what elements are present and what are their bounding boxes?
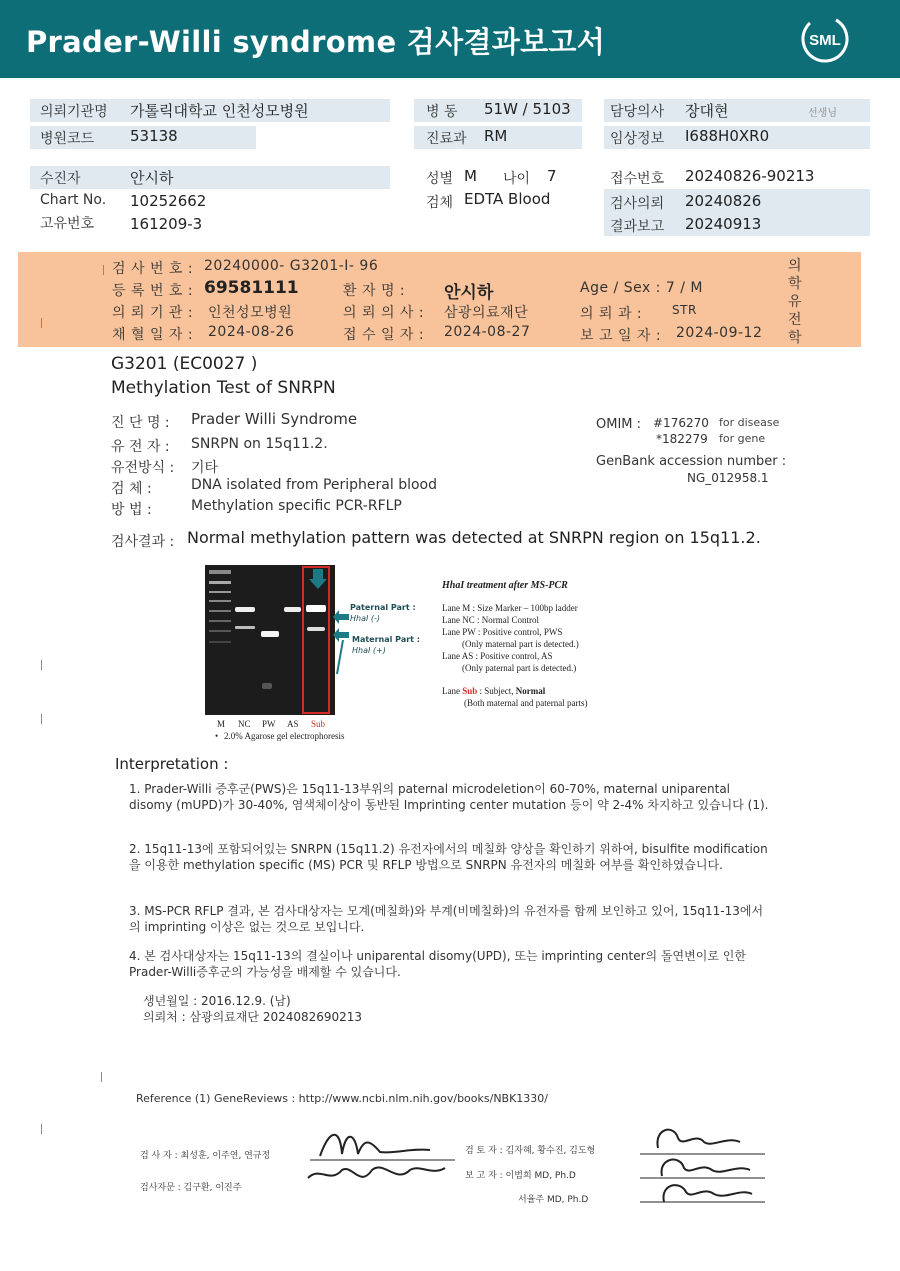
inheritance-value: 기타 xyxy=(191,460,219,476)
req-doc-label: 의 뢰 의 사 : xyxy=(343,305,425,321)
age-value: 7 xyxy=(547,167,557,185)
patient-name-label: 환 자 명 : xyxy=(343,283,406,299)
lane-label: M xyxy=(217,719,226,729)
test-no-label: 검 사 번 호 : xyxy=(112,261,194,277)
sub-prefix: Lane xyxy=(442,686,460,696)
interpretation-title: Interpretation : xyxy=(115,755,229,773)
inheritance-label: 유전방식 : xyxy=(111,460,175,476)
side-char: 전 xyxy=(788,312,802,328)
legend-subject-note: (Both maternal and paternal parts) xyxy=(464,698,588,708)
doctor-value: 장대현 xyxy=(685,102,729,120)
gel-caption: 2.0% Agarose gel electrophoresis xyxy=(224,731,345,741)
sub-text: : Subject, xyxy=(479,686,514,696)
omim-gene-id: *182279 xyxy=(656,432,708,446)
scan-mark xyxy=(41,318,42,328)
scan-mark xyxy=(101,1072,102,1082)
legend-line: (Only paternal part is detected.) xyxy=(462,663,577,673)
scan-mark xyxy=(41,1124,42,1134)
patient-row-bg xyxy=(30,166,390,189)
examiner-signature xyxy=(300,1118,460,1193)
paternal-label: Paternal Part : xyxy=(350,603,416,612)
gel-image xyxy=(205,565,335,715)
omim-gene-note: for gene xyxy=(719,432,766,445)
req-doc-value: 삼광의료재단 xyxy=(444,305,529,321)
inst-value: 인천성모병원 xyxy=(208,305,293,321)
legend-line: Lane PW : Positive control, PWS xyxy=(442,627,563,637)
test-code: G3201 (EC0027 ) xyxy=(111,354,258,374)
ward-label: 병 동 xyxy=(426,104,458,120)
sub-normal: Normal xyxy=(515,686,546,696)
interpretation-item-4: 4. 본 검사대상자는 15q11-13의 결실이나 uniparental disomy(UPD), 또는 imprinting center의 돌연변이로 인한 Prader-Willi증후군의 가능성을 배제할 수 있습니다. xyxy=(129,949,746,979)
birth-date: 생년월일 : 2016.12.9. (남) xyxy=(143,994,291,1008)
request-value: 20240826 xyxy=(685,192,762,210)
uid-value: 161209-3 xyxy=(130,215,203,233)
dept-value-orange: STR xyxy=(672,303,697,317)
lane-label: NC xyxy=(238,719,251,729)
receipt-label: 접수번호 xyxy=(610,171,665,187)
lane-label-subject: Sub xyxy=(311,719,326,729)
dept-label: 진료과 xyxy=(426,131,467,147)
paternal-enzyme: HhaI (-) xyxy=(350,614,381,623)
receive-value: 2024-08-27 xyxy=(444,324,531,340)
receipt-value: 20240826-90213 xyxy=(685,167,815,185)
scan-mark xyxy=(41,714,42,724)
report-value: 20240913 xyxy=(685,215,762,233)
dept-label-orange: 의 뢰 과 : xyxy=(580,306,643,322)
advisors: 검사자문 : 김구환, 이진주 xyxy=(140,1183,242,1193)
reporter-2: 서율주 MD, Ph.D xyxy=(518,1195,589,1205)
gene-label: 유 전 자 : xyxy=(111,439,170,455)
patient-name-value: 안시하 xyxy=(444,283,494,303)
ward-value: 51W / 5103 xyxy=(484,100,571,118)
inst-label: 의 뢰 기 관 : xyxy=(112,305,194,321)
specimen-value: EDTA Blood xyxy=(464,190,551,208)
side-char: 학 xyxy=(788,276,802,292)
interpretation-item-3: 3. MS-PCR RFLP 결과, 본 검사대상자는 모계(메칠화)와 부계(비메칠화)의 유전자를 함께 보인하고 있어, 15q11-13에서의 imprinting 이상은 없는 것으로 보입니다. xyxy=(129,904,764,934)
side-char: 유 xyxy=(788,294,802,310)
report-title: Prader-Willi syndrome 검사결과보고서 xyxy=(26,25,606,59)
omim-disease-note: for disease xyxy=(719,416,780,429)
age-label: 나이 xyxy=(503,171,531,187)
sml-logo xyxy=(800,14,850,64)
collect-value: 2024-08-26 xyxy=(208,324,295,340)
specimen-label: 검체 xyxy=(426,195,454,211)
uid-label: 고유번호 xyxy=(40,216,95,232)
legend-line: Lane NC : Normal Control xyxy=(442,615,539,625)
legend-line: Lane AS : Positive control, AS xyxy=(442,651,553,661)
specimen-type-value: DNA isolated from Peripheral blood xyxy=(191,477,438,493)
lane-label: PW xyxy=(262,719,276,729)
sex-label: 성별 xyxy=(426,171,454,187)
hospital-code-value: 53138 xyxy=(130,127,178,145)
sub-label: Sub xyxy=(462,686,478,696)
legend-line: Lane M : Size Marker – 100bp ladder xyxy=(442,603,578,613)
result-value: Normal methylation pattern was detected at SNRPN region on 15q11.2. xyxy=(187,528,761,547)
doctor-suffix: 선생님 xyxy=(808,108,837,119)
clinical-label: 임상정보 xyxy=(610,131,665,147)
collect-label: 채 혈 일 자 : xyxy=(112,327,194,343)
age-sex: Age / Sex : 7 / M xyxy=(580,280,703,296)
scan-mark xyxy=(41,660,42,670)
dept-value: RM xyxy=(484,127,508,145)
genbank-value: NG_012958.1 xyxy=(687,471,769,485)
hospital-code-label: 병원코드 xyxy=(40,131,95,147)
reporter: 보 고 자 : 이범희 MD, Ph.D xyxy=(465,1171,576,1181)
report-date-value: 2024-09-12 xyxy=(676,325,763,341)
maternal-enzyme: HhaI (+) xyxy=(352,646,386,655)
genbank-label: GenBank accession number : xyxy=(596,454,787,469)
omim-label: OMIM : xyxy=(596,417,642,432)
sex-value: M xyxy=(464,167,477,185)
lane-label: AS xyxy=(287,719,299,729)
chart-label: Chart No. xyxy=(40,192,107,208)
legend-line: (Only maternal part is detected.) xyxy=(462,639,579,649)
side-char: 의 xyxy=(788,258,802,274)
reviewer-signature xyxy=(640,1118,770,1208)
patient-label: 수진자 xyxy=(40,171,81,187)
test-no-value: 20240000- G3201-I- 96 xyxy=(204,258,379,274)
maternal-label: Maternal Part : xyxy=(352,635,420,644)
request-label: 검사의뢰 xyxy=(610,196,665,212)
method-value: Methylation specific PCR-RFLP xyxy=(191,498,402,514)
reg-no-value: 69581111 xyxy=(204,278,299,298)
specimen-type-label: 검 체 : xyxy=(111,481,152,497)
gene-value: SNRPN on 15q11.2. xyxy=(191,436,328,452)
diagnosis-value: Prader Willi Syndrome xyxy=(191,410,358,428)
svg-text:SML: SML xyxy=(809,32,841,49)
institution-value: 가톨릭대학교 인천성모병원 xyxy=(130,102,309,120)
examiners: 검 사 자 : 최성훈, 이주연, 연규정 xyxy=(140,1151,271,1161)
doctor-label: 담당의사 xyxy=(610,104,665,120)
scan-mark xyxy=(103,265,104,275)
report-date-label: 보 고 일 자 : xyxy=(580,328,662,344)
receive-label: 접 수 일 자 : xyxy=(343,327,425,343)
omim-disease-id: #176270 xyxy=(653,416,709,430)
result-label: 검사결과 : xyxy=(111,534,175,550)
side-char: 학 xyxy=(788,330,802,346)
legend-title: HhaI treatment after MS-PCR xyxy=(442,580,568,591)
institution-label: 의뢰기관명 xyxy=(40,104,108,120)
reg-no-label: 등 록 번 호 : xyxy=(112,283,194,299)
test-name: Methylation Test of SNRPN xyxy=(111,378,336,398)
reference: Reference (1) GeneReviews : http://www.ncbi.nlm.nih.gov/books/NBK1330/ xyxy=(136,1092,549,1105)
interpretation-item-1: 1. Prader-Willi 증후군(PWS)은 15q11-13부위의 paternal microdeletion이 60-70%, maternal uniparental disomy (mUPD)가 30-40%, 염색체이상이 동반된 Imprinting center mutation 등이 약 2-4% 차지하고 있습니다 (1). xyxy=(129,782,769,812)
clinical-value: I688H0XR0 xyxy=(685,127,770,145)
diagnosis-label: 진 단 명 : xyxy=(111,415,170,431)
referrer: 의뢰처 : 삼광의료재단 2024082690213 xyxy=(143,1010,363,1024)
interpretation-item-2: 2. 15q11-13에 포함되어있는 SNRPN (15q11.2) 유전자에서의 메칠화 양상을 확인하기 위하여, bisulfite modification을 이용한 methylation specific (MS) PCR 및 RFLP 방법으로 SNRPN 유전자의 메칠화 여부를 확인하였습니다. xyxy=(129,842,768,872)
legend-subject-line xyxy=(442,686,545,696)
gel-caption-bullet: • xyxy=(215,731,219,741)
chart-value: 10252662 xyxy=(130,192,207,210)
patient-value: 안시하 xyxy=(130,169,174,187)
report-label: 결과보고 xyxy=(610,219,665,235)
reviewers: 검 토 자 : 김자혜, 황수진, 김도형 xyxy=(465,1146,596,1156)
method-label: 방 법 : xyxy=(111,502,152,518)
